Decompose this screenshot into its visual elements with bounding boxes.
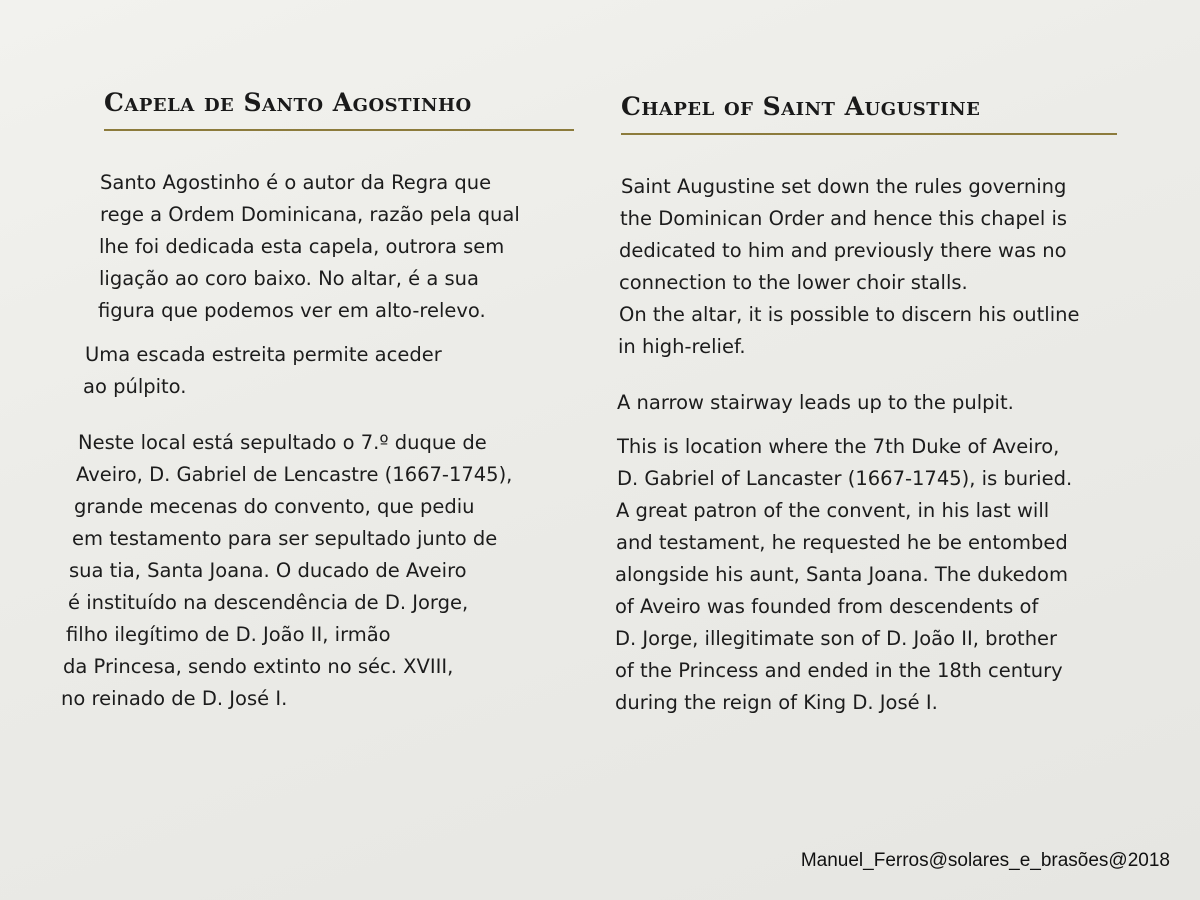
portuguese-panel: [60, 88, 580, 715]
text-line: in high-relief.: [618, 335, 746, 358]
text-line: ligação ao coro baixo. No altar, é a sua: [99, 267, 479, 290]
text-line: grande mecenas do convento, que pediu: [74, 495, 475, 518]
text-line: Aveiro, D. Gabriel de Lencastre (1667-1745),: [76, 463, 513, 486]
text-line: filho ilegítimo de D. João II, irmão: [66, 623, 391, 646]
english-panel: [615, 92, 1135, 719]
text-line: dedicated to him and previously there was no: [619, 239, 1067, 262]
text-line: ao púlpito.: [83, 375, 187, 398]
text-line: the Dominican Order and hence this chapel is: [620, 207, 1068, 230]
portuguese-paragraph-2: [60, 339, 580, 403]
text-line: é instituído na descendência de D. Jorge,: [68, 591, 469, 614]
english-body: [615, 171, 1135, 719]
text-line: alongside his aunt, Santa Joana. The dukedom: [615, 563, 1068, 586]
text-line: during the reign of King D. José I.: [615, 691, 938, 714]
text-line: A narrow stairway leads up to the pulpit.: [617, 391, 1014, 414]
text-line: da Princesa, sendo extinto no séc. XVIII,: [63, 655, 454, 678]
text-line: Neste local está sepultado o 7.º duque de: [78, 431, 487, 454]
text-line: Uma escada estreita permite aceder: [85, 343, 442, 366]
english-paragraph-3: [615, 431, 1135, 719]
text-line: and testament, he requested he be entombed: [616, 531, 1068, 554]
text-line: of the Princess and ended in the 18th century: [615, 659, 1063, 682]
english-paragraph-2: [615, 387, 1135, 419]
english-paragraph-1: [615, 171, 1135, 363]
text-line: of Aveiro was founded from descendents of: [615, 595, 1039, 618]
text-line: This is location where the 7th Duke of Aveiro,: [617, 435, 1060, 458]
english-title: Chapel of Saint Augustine: [621, 92, 981, 121]
text-line: no reinado de D. José I.: [61, 687, 288, 710]
text-line: D. Jorge, illegitimate son of D. João II, brother: [615, 627, 1058, 650]
portuguese-title: Capela de Santo Agostinho: [104, 88, 472, 117]
photo-credit-watermark: Manuel_Ferros@solares_e_brasões@2018: [800, 850, 1170, 871]
english-title-rule: [621, 133, 1117, 135]
portuguese-paragraph-1: [60, 167, 580, 327]
text-line: rege a Ordem Dominicana, razão pela qual: [100, 203, 520, 226]
portuguese-title-rule: [104, 129, 574, 131]
text-line: em testamento para ser sepultado junto de: [72, 527, 498, 550]
portuguese-paragraph-3: [60, 427, 580, 715]
text-line: Saint Augustine set down the rules governing: [621, 175, 1067, 198]
portuguese-body: [60, 167, 580, 715]
text-line: connection to the lower choir stalls.: [619, 271, 968, 294]
text-line: A great patron of the convent, in his last will: [616, 499, 1050, 522]
text-line: sua tia, Santa Joana. O ducado de Aveiro: [69, 559, 467, 582]
text-line: figura que podemos ver em alto-relevo.: [98, 299, 486, 322]
text-line: Santo Agostinho é o autor da Regra que: [100, 171, 492, 194]
text-line: On the altar, it is possible to discern his outline: [619, 303, 1080, 326]
text-line: lhe foi dedicada esta capela, outrora sem: [99, 235, 505, 258]
text-line: D. Gabriel of Lancaster (1667-1745), is buried.: [617, 467, 1073, 490]
